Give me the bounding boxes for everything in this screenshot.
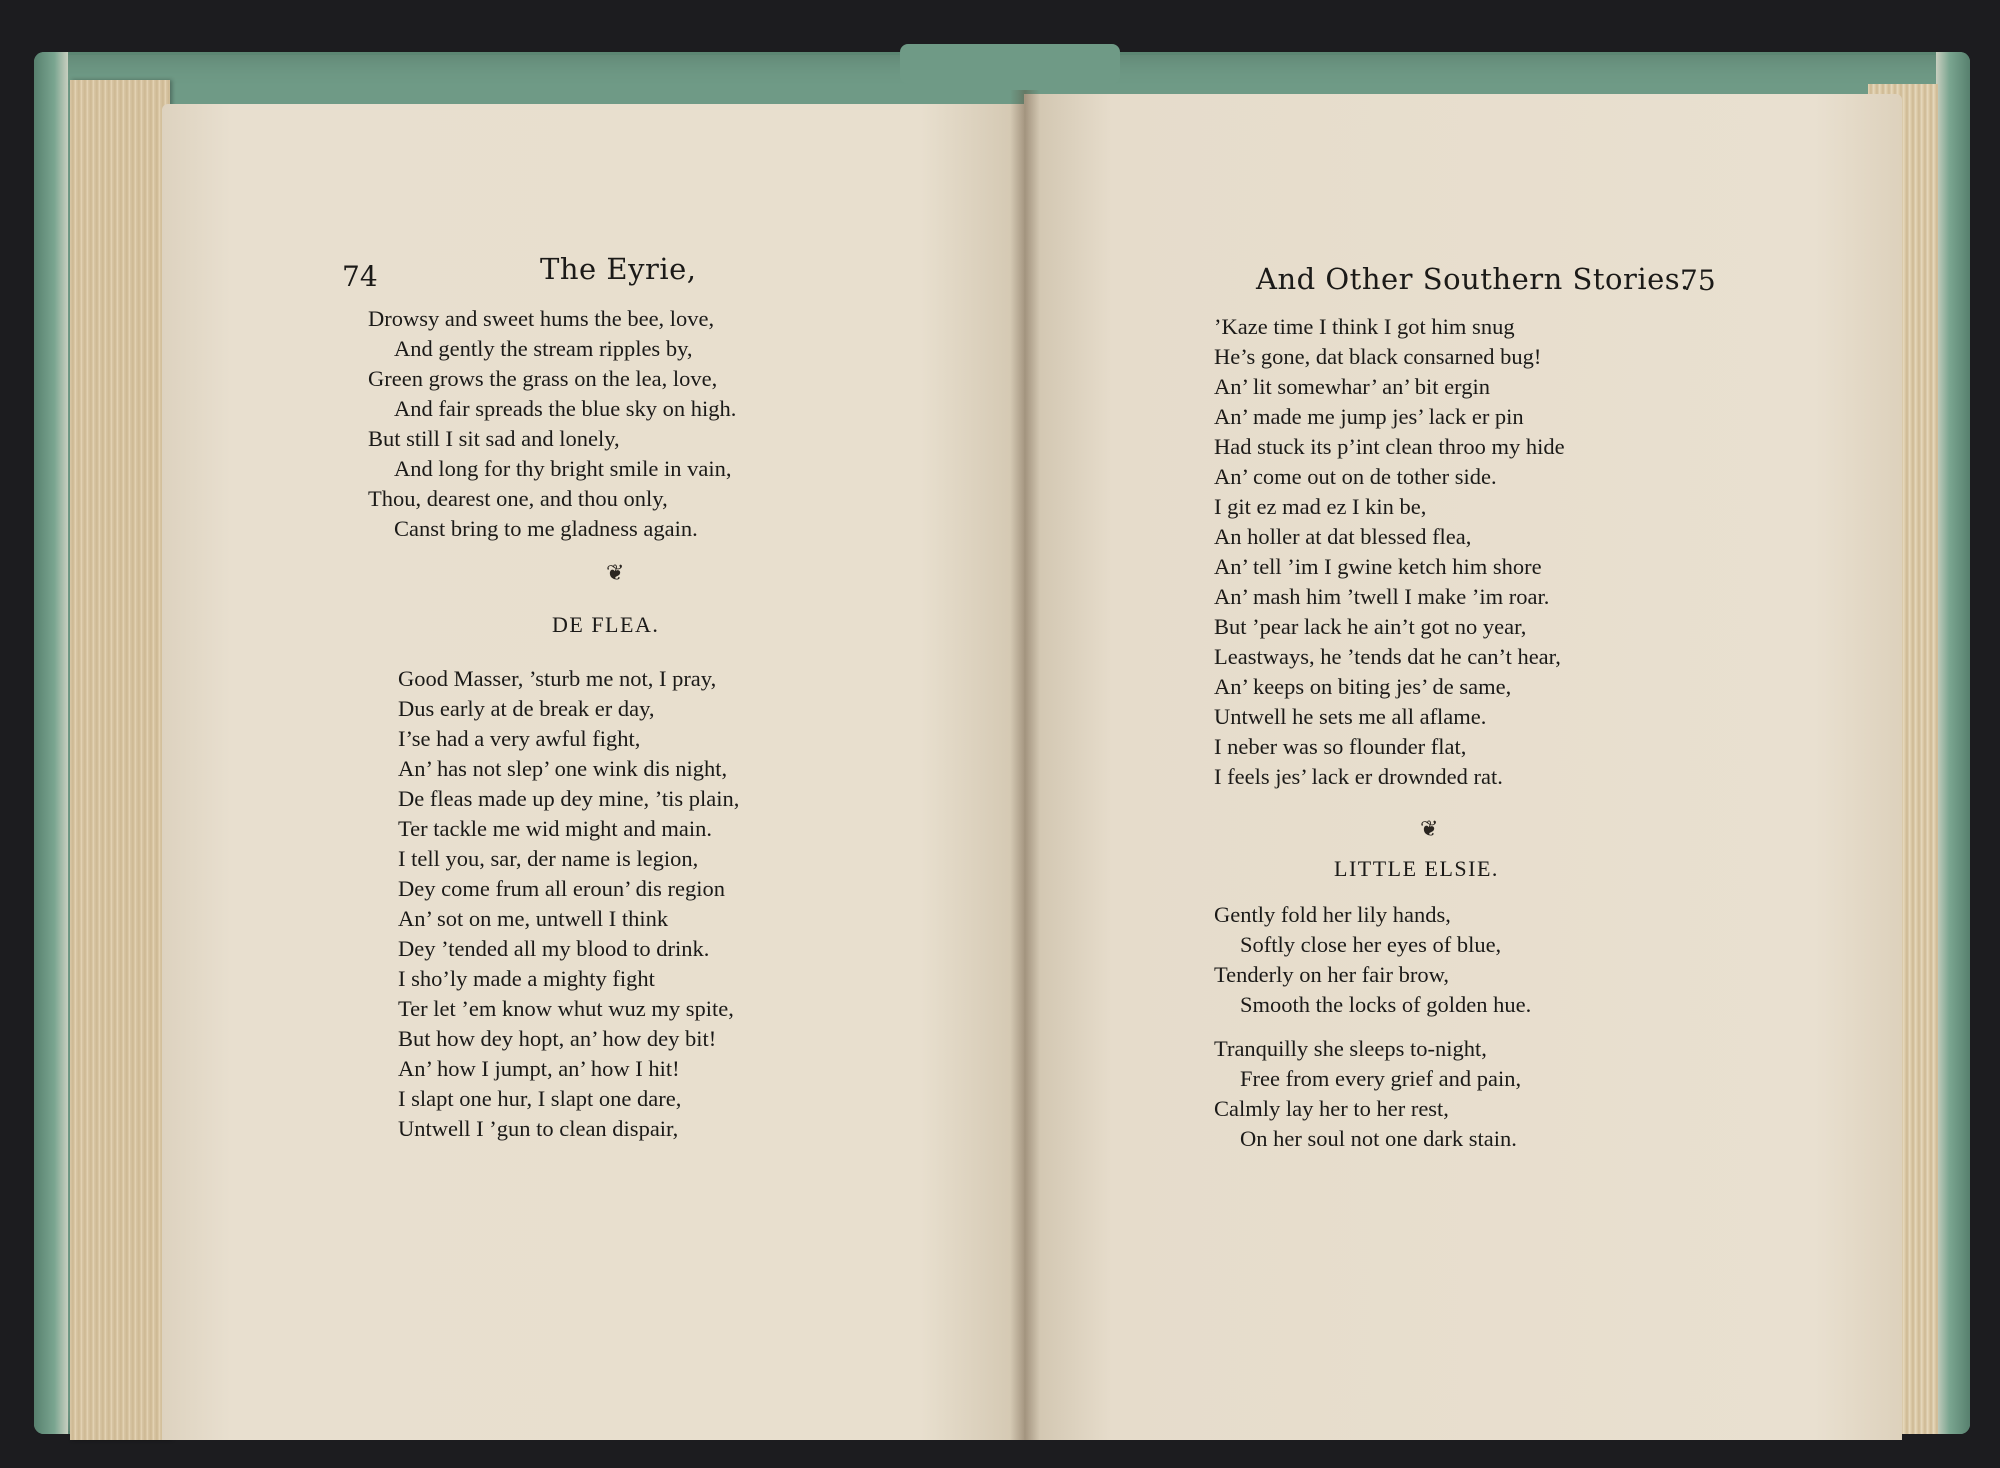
verse-line: I neber was so flounder flat, xyxy=(1214,734,1467,759)
stanza xyxy=(1214,900,1531,1020)
verse-line: An’ come out on de tother side. xyxy=(1214,464,1497,489)
verse-line: Untwell he sets me all aflame. xyxy=(1214,704,1487,729)
verse-line: Tranquilly she sleeps to-night, xyxy=(1214,1036,1487,1061)
stanza xyxy=(1214,1034,1521,1154)
verse-line: An’ made me jump jes’ lack er pin xyxy=(1214,404,1524,429)
verse-line: Softly close her eyes of blue, xyxy=(1240,932,1502,957)
verse-line: An’ mash him ’twell I make ’im roar. xyxy=(1214,584,1550,609)
page-stack-left xyxy=(70,80,170,1440)
verse-line: An’ lit somewhar’ an’ bit ergin xyxy=(1214,374,1490,399)
verse-line: An’ tell ’im I gwine ketch him shore xyxy=(1214,554,1542,579)
verse-line: Good Masser, ’sturb me not, I pray, xyxy=(398,666,717,691)
verse-line: Free from every grief and pain, xyxy=(1240,1066,1522,1091)
verse-line: ’Kaze time I think I got him snug xyxy=(1214,314,1515,339)
left-page xyxy=(162,104,1024,1440)
verse-line: De fleas made up dey mine, ’tis plain, xyxy=(398,786,740,811)
page-number: 74 xyxy=(342,260,378,293)
poem-title: DE FLEA. xyxy=(552,612,660,637)
running-head: The Eyrie, xyxy=(540,252,697,286)
verse-line: An’ keeps on biting jes’ de same, xyxy=(1214,674,1512,699)
verse-line: Green grows the grass on the lea, love, xyxy=(368,366,718,391)
poem-body xyxy=(1214,312,1565,792)
verse-line: Had stuck its p’int clean throo my hide xyxy=(1214,434,1565,459)
verse-line: Dey come frum all eroun’ dis region xyxy=(398,876,725,901)
verse-line: But still I sit sad and lonely, xyxy=(368,426,620,451)
poem-body xyxy=(398,664,739,1144)
verse-line: And gently the stream ripples by, xyxy=(394,336,693,361)
verse-line: An’ has not slep’ one wink dis night, xyxy=(398,756,728,781)
verse-line: Drowsy and sweet hums the bee, love, xyxy=(368,306,715,331)
verse-line: Calmly lay her to her rest, xyxy=(1214,1096,1449,1121)
poem-ending xyxy=(368,304,736,544)
verse-line: An’ how I jumpt, an’ how I hit! xyxy=(398,1056,680,1081)
verse-line: I slapt one hur, I slapt one dare, xyxy=(398,1086,682,1111)
page-number: 75 xyxy=(1680,264,1716,297)
verse-line: He’s gone, dat black consarned bug! xyxy=(1214,344,1542,369)
verse-line: I’se had a very awful fight, xyxy=(398,726,641,751)
cover-edge-left xyxy=(34,52,68,1434)
verse-line: Dus early at de break er day, xyxy=(398,696,655,721)
verse-line: But how dey hopt, an’ how dey bit! xyxy=(398,1026,717,1051)
verse-line: On her soul not one dark stain. xyxy=(1240,1126,1517,1151)
ornament: ❦ xyxy=(1420,816,1439,841)
poem-title: LITTLE ELSIE. xyxy=(1334,856,1499,881)
verse-line: An holler at dat blessed flea, xyxy=(1214,524,1472,549)
verse-line: Dey ’tended all my blood to drink. xyxy=(398,936,710,961)
verse-line: Ter tackle me wid might and main. xyxy=(398,816,712,841)
verse-line: And long for thy bright smile in vain, xyxy=(394,456,732,481)
right-page xyxy=(1024,94,1902,1440)
verse-line: Gently fold her lily hands, xyxy=(1214,902,1451,927)
verse-line: I feels jes’ lack er drownded rat. xyxy=(1214,764,1503,789)
verse-line: An’ sot on me, untwell I think xyxy=(398,906,669,931)
verse-line: And fair spreads the blue sky on high. xyxy=(394,396,737,421)
verse-line: Smooth the locks of golden hue. xyxy=(1240,992,1532,1017)
verse-line: I sho’ly made a mighty fight xyxy=(398,966,655,991)
verse-line: Canst bring to me gladness again. xyxy=(394,516,698,541)
running-head: And Other Southern Stories. xyxy=(1256,262,1690,296)
verse-line: Untwell I ’gun to clean dispair, xyxy=(398,1116,679,1141)
verse-line: Leastways, he ’tends dat he can’t hear, xyxy=(1214,644,1561,669)
verse-line: Tenderly on her fair brow, xyxy=(1214,962,1449,987)
cover-edge-right xyxy=(1936,52,1970,1434)
book-spine xyxy=(900,44,1120,84)
verse-line: I git ez mad ez I kin be, xyxy=(1214,494,1427,519)
verse-line: But ’pear lack he ain’t got no year, xyxy=(1214,614,1527,639)
verse-line: Thou, dearest one, and thou only, xyxy=(368,486,668,511)
book-gutter xyxy=(1010,90,1040,1440)
ornament: ❦ xyxy=(606,560,625,585)
verse-line: Ter let ’em know whut wuz my spite, xyxy=(398,996,734,1021)
verse-line: I tell you, sar, der name is legion, xyxy=(398,846,699,871)
